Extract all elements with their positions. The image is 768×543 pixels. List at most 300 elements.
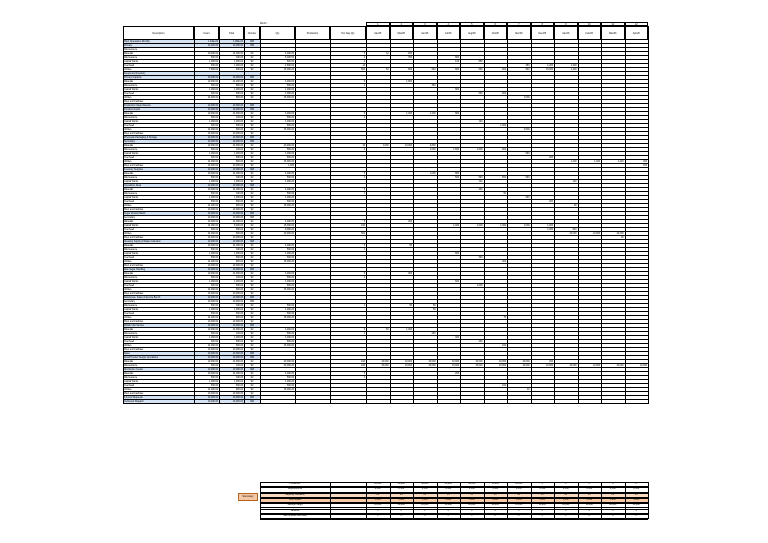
cell-num[interactable]: 008 [250, 301, 254, 303]
cell-qty[interactable]: 15,000.00 [283, 129, 294, 131]
cell-num[interactable]: 008 [250, 357, 254, 359]
cell-desc[interactable]: Utilities [124, 389, 132, 391]
cell-month-value[interactable]: 10,000 [381, 365, 389, 367]
cell-desc[interactable]: Maintenance [124, 365, 138, 367]
cell-cnt[interactable]: 500.00 [210, 377, 218, 379]
cell-qty[interactable]: 5,000.50 [285, 57, 294, 59]
cell-qty[interactable]: 500.00 [286, 333, 294, 335]
cell-qty[interactable]: 600.00 [286, 385, 294, 387]
cell-tot[interactable]: 600.00 [235, 157, 243, 159]
cell-num[interactable]: S2 [250, 145, 254, 147]
cell-desc[interactable]: Capital Works [124, 281, 139, 283]
summary-value[interactable]: 10,000 [444, 504, 452, 507]
cell-desc[interactable]: Operations Desk [124, 185, 142, 187]
cell-num[interactable]: S2 [250, 313, 254, 315]
cell-desc[interactable]: Secondary [124, 301, 135, 303]
summary-value[interactable]: 25 [587, 493, 591, 496]
cell-desc[interactable]: Utilities [124, 205, 132, 207]
cell-cnt[interactable]: 600.00 [210, 229, 218, 231]
cell-tot[interactable]: 10,000.00 [232, 237, 243, 239]
cell-num[interactable]: S2 [250, 317, 254, 319]
cell-tot[interactable]: 800.00 [235, 389, 243, 391]
cell-num[interactable]: S2 [250, 233, 254, 235]
cell-num[interactable]: S2 [250, 381, 254, 383]
summary-value[interactable]: 10,000 [421, 504, 429, 507]
summary-value[interactable]: 0 [588, 483, 590, 485]
cell-num[interactable]: S2 [250, 333, 254, 335]
cell-desc[interactable]: Plant and Facilities [124, 209, 144, 211]
summary-value[interactable]: 25 [517, 493, 521, 496]
cell-pd[interactable]: 1 [363, 149, 365, 151]
cell-desc[interactable]: Plant and Facilities [124, 165, 144, 167]
cell-month-value[interactable]: 600 [455, 281, 459, 283]
cell-cnt[interactable]: 10,000.00 [207, 81, 218, 83]
cell-month-value[interactable]: 800 [572, 229, 577, 231]
cell-tot[interactable]: 800.00 [235, 97, 243, 99]
cell-cnt[interactable]: 600.00 [210, 93, 218, 95]
cell-cnt[interactable]: 600.00 [210, 285, 218, 287]
cell-tot[interactable]: 10,000.00 [232, 297, 243, 299]
cell-qty[interactable]: 500.00 [286, 117, 294, 119]
month-header[interactable]: Dec/25 [531, 26, 555, 40]
cell-cnt[interactable]: 1,000.00 [209, 309, 218, 311]
cell-tot[interactable]: 10,000.00 [232, 241, 243, 243]
month-header[interactable]: Oct/25 [484, 26, 508, 40]
cell-month-value[interactable]: 500 [525, 69, 530, 71]
cell-num[interactable]: S2 [250, 257, 254, 259]
cell-qty[interactable]: 600.00 [286, 125, 294, 127]
cell-tot[interactable]: 100.00 [235, 249, 243, 251]
cell-tot[interactable]: 14,000.00 [232, 373, 243, 375]
cell-qty[interactable]: 4,000.00 [285, 373, 294, 375]
cell-pd[interactable]: 5 [363, 173, 365, 175]
cell-tot[interactable]: 1,000.00 [234, 253, 243, 255]
cell-desc[interactable]: Plant and Facilities [124, 133, 144, 135]
cell-month-value[interactable]: 40 [385, 69, 389, 71]
cell-month-value[interactable]: 500 [502, 177, 506, 179]
cell-num[interactable]: S2 [250, 245, 254, 247]
summary-value[interactable]: 10,000 [374, 504, 382, 507]
cell-desc[interactable]: Materials [124, 273, 134, 275]
cell-desc[interactable]: Primary Capacity [124, 77, 142, 79]
cell-qty[interactable]: 600.00 [286, 285, 294, 287]
cell-pd[interactable]: 1 [363, 117, 365, 119]
cell-num[interactable]: S2 [250, 85, 254, 87]
cell-num[interactable]: 008 [250, 401, 254, 403]
summary-value[interactable]: 2,500 [492, 488, 499, 491]
cell-num[interactable]: 008 [250, 45, 254, 47]
cell-num[interactable]: S2 [250, 289, 254, 291]
cell-cnt[interactable]: 14,000.00 [207, 261, 218, 263]
cell-tot[interactable]: 1,000.00 [234, 65, 243, 67]
cell-month-value[interactable]: 200 [478, 341, 483, 343]
cell-desc[interactable]: Utilities [124, 69, 132, 71]
cell-tot[interactable]: 1,000.00 [234, 153, 243, 155]
cell-desc[interactable]: Secondary [124, 217, 135, 219]
cell-pd[interactable]: 1 [363, 177, 365, 179]
month-header[interactable]: Aug/25 [460, 26, 484, 40]
cell-tot[interactable]: 600.00 [235, 125, 243, 127]
cell-pd[interactable]: 5 [363, 189, 365, 191]
month-number-header[interactable]: 4 [437, 22, 461, 26]
cell-desc[interactable]: Assets and Inventory [124, 73, 146, 75]
month-header[interactable]: Jan/25 [366, 26, 390, 40]
cell-month-value[interactable]: 10,000 [428, 361, 436, 363]
cell-cnt[interactable]: 10,000.00 [207, 217, 218, 219]
summary-value[interactable]: 0 [635, 509, 637, 512]
summary-value[interactable]: 2,500 [374, 488, 381, 491]
cell-desc[interactable]: Overhead [124, 201, 135, 203]
cell-desc[interactable]: Capital Works [124, 181, 139, 183]
cell-cnt[interactable]: 1,000.00 [209, 153, 218, 155]
cell-desc[interactable]: Plant and Facilities [124, 293, 144, 295]
cell-qty[interactable]: 1,000.00 [285, 253, 294, 255]
column-header[interactable]: Number [244, 26, 260, 40]
cell-pd[interactable]: 5 [363, 53, 365, 55]
cell-qty[interactable]: 1,000.00 [285, 381, 294, 383]
cell-cnt[interactable]: 10,000.00 [207, 237, 218, 239]
cell-tot[interactable]: 10,000.00 [232, 369, 243, 371]
cell-tot[interactable]: 10,000.00 [232, 185, 243, 187]
cell-num[interactable]: 008 [250, 269, 254, 271]
cell-qty[interactable]: 15,000.00 [283, 317, 294, 319]
summary-value[interactable]: 2,500 [468, 488, 475, 491]
cell-num[interactable]: S2 [250, 193, 254, 195]
cell-qty[interactable]: 1,000.00 [285, 309, 294, 311]
summary-value[interactable]: 25 [493, 493, 497, 496]
cell-cnt[interactable]: 10,000.00 [207, 373, 218, 375]
cell-num[interactable]: 008 [250, 369, 254, 371]
cell-num[interactable]: 008 [250, 397, 254, 399]
cell-tot[interactable]: 800.00 [235, 129, 243, 131]
cell-num[interactable]: S2 [250, 345, 254, 347]
cell-tot[interactable]: 1,000.00 [234, 381, 243, 383]
cell-month-value[interactable]: 50 [573, 205, 577, 207]
cell-qty[interactable]: 600.00 [286, 157, 294, 159]
cell-num[interactable]: S2 [250, 337, 254, 339]
cell-desc[interactable]: Distribution Center [124, 369, 144, 371]
cell-month-value[interactable]: 10,000 [592, 365, 600, 367]
cell-tot[interactable]: 14,000.00 [232, 81, 243, 83]
summary-value[interactable]: 40,000 [421, 483, 429, 485]
cell-num[interactable]: S2 [250, 133, 254, 135]
cell-month-value[interactable]: 600 [502, 149, 506, 151]
summary-value[interactable]: 0 [424, 509, 426, 512]
cell-cnt[interactable]: 1,000.00 [209, 281, 218, 283]
cell-month-value[interactable]: 2,500 [523, 129, 530, 131]
summary-value[interactable]: 1,000 [586, 498, 593, 501]
cell-month-value[interactable]: 100 [643, 165, 647, 167]
cell-month-value[interactable]: 50 [432, 309, 436, 311]
cell-num[interactable]: S2 [250, 273, 254, 275]
cell-month-value[interactable]: 10,000 [475, 361, 483, 363]
cell-month-value[interactable]: 600 [502, 93, 506, 95]
cell-desc[interactable]: Maintenance [124, 149, 138, 151]
cell-pd[interactable]: 5 [363, 329, 365, 331]
cell-cnt[interactable]: 10,000.00 [207, 393, 218, 395]
cell-qty[interactable]: 4,000.00 [285, 53, 294, 55]
cell-num[interactable]: S2 [250, 309, 254, 311]
cell-num[interactable]: S2 [250, 277, 254, 279]
summary-value[interactable]: 1,000 [468, 498, 475, 501]
cell-tot[interactable]: 10,000.00 [232, 401, 243, 403]
cell-num[interactable]: S2 [250, 177, 254, 179]
cell-tot[interactable]: 10,000.00 [232, 397, 243, 399]
cell-desc[interactable]: Overhead [124, 285, 135, 287]
cell-num[interactable]: 008 [250, 297, 254, 299]
cell-cnt[interactable]: 1,000.00 [209, 381, 218, 383]
cell-cnt[interactable]: 10,000.00 [207, 321, 218, 323]
cell-desc[interactable]: Sugar Infusion Batch [124, 213, 146, 215]
cell-cnt[interactable]: 14,000.00 [207, 289, 218, 291]
cell-desc[interactable]: Capital Works [124, 121, 139, 123]
cell-qty[interactable]: 1,000.00 [285, 89, 294, 91]
cell-cnt[interactable]: 500.00 [210, 277, 218, 279]
cell-qty[interactable]: 1,000.00 [285, 121, 294, 123]
cell-qty[interactable]: 15,000.00 [283, 225, 294, 227]
cell-month-value[interactable]: 10,000 [616, 233, 624, 235]
summary-value[interactable]: 1,000 [374, 498, 381, 501]
cell-qty[interactable]: 15,000.00 [283, 161, 294, 163]
cell-pd[interactable]: 1 [363, 57, 365, 59]
cell-month-value[interactable]: 400 [549, 361, 553, 363]
cell-desc[interactable]: Maintenance [124, 333, 138, 335]
cell-cnt[interactable]: 1,000.00 [209, 61, 218, 63]
cell-pd[interactable]: 100 [361, 225, 365, 227]
cell-month-value[interactable]: 450 [525, 65, 530, 67]
cell-desc[interactable]: Overhead [124, 257, 135, 259]
cell-cnt[interactable]: 10,000.00 [207, 133, 218, 135]
cell-qty[interactable]: 1,000.00 [285, 281, 294, 283]
cell-tot[interactable]: 1,000.00 [234, 181, 243, 183]
cell-desc[interactable]: Utilities [124, 161, 132, 163]
cell-qty[interactable]: 1,000.00 [285, 181, 294, 183]
cell-month-value[interactable]: 1,200 [547, 229, 553, 231]
cell-month-value[interactable]: 850 [478, 61, 483, 63]
cell-cnt[interactable]: 7,800.00 [209, 69, 218, 71]
cell-month-value[interactable]: 600 [455, 69, 459, 71]
cell-qty[interactable]: 8,000.00 [285, 229, 294, 231]
cell-cnt[interactable]: 10,000.00 [207, 77, 218, 79]
cell-desc[interactable]: Materials [124, 53, 134, 55]
cell-tot[interactable]: 100.00 [235, 333, 243, 335]
summary-value[interactable]: 0 [541, 514, 543, 517]
cell-pd[interactable]: 1 [363, 333, 365, 335]
cell-num[interactable]: S2 [250, 261, 254, 263]
summary-value[interactable]: 0 [612, 483, 614, 485]
cell-cnt[interactable]: 10,000.00 [207, 173, 218, 175]
cell-qty[interactable]: 15,000.00 [283, 205, 294, 207]
cell-month-value[interactable]: 10,000 [451, 365, 459, 367]
cell-num[interactable]: 008 [250, 213, 254, 215]
cell-pd[interactable]: 600 [361, 69, 365, 71]
summary-value[interactable]: 0 [565, 509, 567, 512]
cell-qty[interactable]: 500.00 [286, 277, 294, 279]
cell-tot[interactable]: 14,000.00 [232, 145, 243, 147]
summary-value[interactable]: 0 [400, 514, 402, 517]
cell-cnt[interactable]: 1,000.00 [209, 253, 218, 255]
cell-desc[interactable]: Utilities [124, 289, 132, 291]
cell-tot[interactable]: 800.00 [235, 317, 243, 319]
cell-month-value[interactable]: 10,000 [404, 361, 412, 363]
cell-month-value[interactable]: 1,800 [406, 81, 412, 83]
summary-value[interactable]: 0 [494, 514, 496, 517]
cell-num[interactable]: S2 [250, 197, 254, 199]
cell-cnt[interactable]: 10,000.00 [207, 169, 218, 171]
cell-num[interactable]: S2 [250, 205, 254, 207]
cell-desc[interactable]: Plant and Facilities [124, 265, 144, 267]
cell-num[interactable]: S2 [250, 97, 254, 99]
cell-num[interactable]: S2 [250, 125, 254, 127]
cell-desc[interactable]: Maintenance [124, 249, 138, 251]
cell-pd[interactable]: 1 [363, 85, 365, 87]
cell-desc[interactable]: Capital Works [124, 197, 139, 199]
cell-month-value[interactable]: 1,400 [570, 69, 577, 71]
cell-month-value[interactable]: 50 [503, 193, 506, 195]
cell-tot[interactable]: 14,000.00 [232, 189, 243, 191]
cell-qty[interactable]: 1,000 [288, 165, 294, 167]
cell-month-value[interactable]: 10,000 [545, 365, 553, 367]
cell-cnt[interactable]: 1,000.00 [209, 89, 218, 91]
cell-month-value[interactable]: 800 [455, 89, 459, 91]
summary-value[interactable]: 0 [588, 509, 590, 512]
cell-cnt[interactable]: 10,000.00 [207, 137, 218, 139]
summary-value[interactable]: 25 [376, 493, 380, 496]
cell-month-value[interactable]: 400 [478, 189, 483, 191]
cell-tot[interactable]: 14,000.00 [232, 329, 243, 331]
cell-cnt[interactable]: 600.00 [210, 65, 218, 67]
cell-month-value[interactable]: 10,000 [451, 361, 459, 363]
summary-value[interactable]: 0 [424, 514, 426, 517]
cell-tot[interactable]: 10,000.00 [232, 105, 243, 107]
cell-qty[interactable]: 40,000.00 [283, 145, 294, 147]
cell-num[interactable]: S2 [250, 229, 254, 231]
cell-cnt[interactable]: 10,000.00 [207, 209, 218, 211]
cell-cnt[interactable]: 10,000.00 [207, 265, 218, 267]
cell-month-value[interactable]: 1,000 [406, 329, 412, 331]
cell-month-value[interactable]: 500 [455, 177, 459, 179]
cell-desc[interactable]: Maintenance [124, 193, 138, 195]
cell-pd[interactable]: 4 [363, 61, 365, 63]
cell-month-value[interactable]: 1,000 [523, 225, 530, 227]
cell-cnt[interactable]: 10,000.00 [207, 189, 218, 191]
cell-tot[interactable]: 1,000.00 [234, 309, 243, 311]
column-header[interactable]: Count [194, 26, 219, 40]
cell-cnt[interactable]: 10,000.00 [207, 245, 218, 247]
cell-tot[interactable]: 1,000.00 [234, 61, 243, 63]
cell-tot[interactable]: 1,000.00 [234, 121, 243, 123]
cell-num[interactable]: 008 [250, 105, 254, 107]
cell-qty[interactable]: 4,000.00 [285, 189, 294, 191]
cell-tot[interactable]: 100.00 [235, 305, 243, 307]
summary-value[interactable]: 0 [612, 509, 614, 512]
cell-tot[interactable]: 800.00 [235, 161, 243, 163]
cell-tot[interactable]: 800.00 [235, 205, 243, 207]
summary-value[interactable]: 0 [494, 509, 496, 512]
summary-value[interactable]: 10,000 [609, 504, 617, 507]
cell-month-value[interactable]: 1,400 [406, 113, 412, 115]
cell-month-value[interactable]: 60 [385, 329, 389, 331]
cell-pd[interactable]: 100 [361, 361, 365, 363]
summary-value[interactable]: 0 [518, 509, 520, 512]
month-number-header[interactable]: 8 [531, 22, 555, 26]
cell-cnt[interactable]: 10,000.00 [207, 105, 218, 107]
cell-desc[interactable]: Raw Sugar Handling [124, 269, 146, 271]
cell-desc[interactable]: Capital Works [124, 225, 139, 227]
summary-value[interactable]: 25 [423, 493, 427, 496]
summary-value[interactable]: 25 [399, 493, 403, 496]
cell-cnt[interactable]: 10,000.00 [207, 53, 218, 55]
cell-num[interactable]: S2 [250, 285, 254, 287]
cell-pd[interactable]: 5 [363, 81, 365, 83]
cell-qty[interactable]: 15,000.00 [283, 345, 294, 347]
cell-num[interactable]: S2 [250, 389, 254, 391]
cell-tot[interactable]: 14,000.00 [232, 245, 243, 247]
cell-desc[interactable]: Materials [124, 329, 134, 331]
cell-qty[interactable]: 4,000.00 [285, 221, 294, 223]
cell-num[interactable]: S2 [250, 281, 254, 283]
cell-num[interactable]: S2 [250, 149, 254, 151]
cell-num[interactable]: 008 [250, 353, 254, 355]
cell-cnt[interactable]: 10,000.00 [207, 141, 218, 143]
cell-tot[interactable]: 800.00 [235, 261, 243, 263]
cell-month-value[interactable]: 1,200 [547, 65, 553, 67]
cell-month-value[interactable]: 600 [455, 253, 459, 255]
column-header[interactable]: Per Day Qty [330, 26, 366, 40]
cell-desc[interactable]: Maintenance [124, 277, 138, 279]
summary-value[interactable]: 2,500 [609, 488, 616, 491]
cell-desc[interactable]: Maintenance [124, 177, 138, 179]
cell-month-value[interactable]: 1,000 [382, 145, 389, 147]
cell-month-value[interactable]: 200 [455, 373, 459, 375]
cell-tot[interactable]: 10,000.00 [232, 217, 243, 219]
cell-desc[interactable]: Capital Works [124, 337, 139, 339]
summary-value[interactable]: 0 [635, 483, 637, 485]
cell-month-value[interactable]: 1,000 [500, 125, 506, 127]
cell-num[interactable]: S2 [250, 53, 254, 55]
summary-value[interactable]: 0 [400, 509, 402, 512]
cell-tot[interactable]: 10,000.00 [232, 109, 243, 111]
cell-month-value[interactable]: 10,000 [639, 365, 647, 367]
cell-month-value[interactable]: 800 [455, 113, 459, 115]
cell-desc[interactable]: Outbound Dispatch [124, 401, 144, 403]
cell-tot[interactable]: 10,000.00 [232, 133, 243, 135]
cell-desc[interactable]: Maintenance [124, 377, 138, 379]
cell-qty[interactable]: 600.00 [286, 257, 294, 259]
cell-desc[interactable]: Materials [124, 113, 134, 115]
cell-cnt[interactable]: 10,000.00 [207, 293, 218, 295]
cell-pd[interactable]: 1 [363, 277, 365, 279]
cell-tot[interactable]: 600.00 [235, 385, 243, 387]
cell-cnt[interactable]: 500.00 [210, 149, 218, 151]
cell-month-value[interactable]: 500 [478, 177, 483, 179]
cell-tot[interactable]: 10,000.00 [232, 45, 243, 47]
cell-tot[interactable]: 14,000.00 [232, 113, 243, 115]
cell-cnt[interactable]: 10,000.00 [207, 401, 218, 403]
cell-cnt[interactable]: 1,000.00 [209, 181, 218, 183]
cell-month-value[interactable]: 50 [409, 245, 412, 247]
cell-num[interactable]: S2 [250, 329, 254, 331]
month-header[interactable]: Jan/26 [554, 26, 578, 40]
cell-month-value[interactable]: 1,500 [453, 149, 459, 151]
cell-tot[interactable]: 100.00 [235, 177, 243, 179]
cell-desc[interactable]: Warehouse, Sales & Service Bench [124, 297, 161, 299]
cell-num[interactable]: S2 [250, 249, 254, 251]
summary-value[interactable]: 0 [565, 514, 567, 517]
cell-tot[interactable]: 14,000.00 [232, 173, 243, 175]
cell-cnt[interactable]: 10,000.00 [207, 185, 218, 187]
cell-cnt[interactable]: 10,000.00 [207, 221, 218, 223]
